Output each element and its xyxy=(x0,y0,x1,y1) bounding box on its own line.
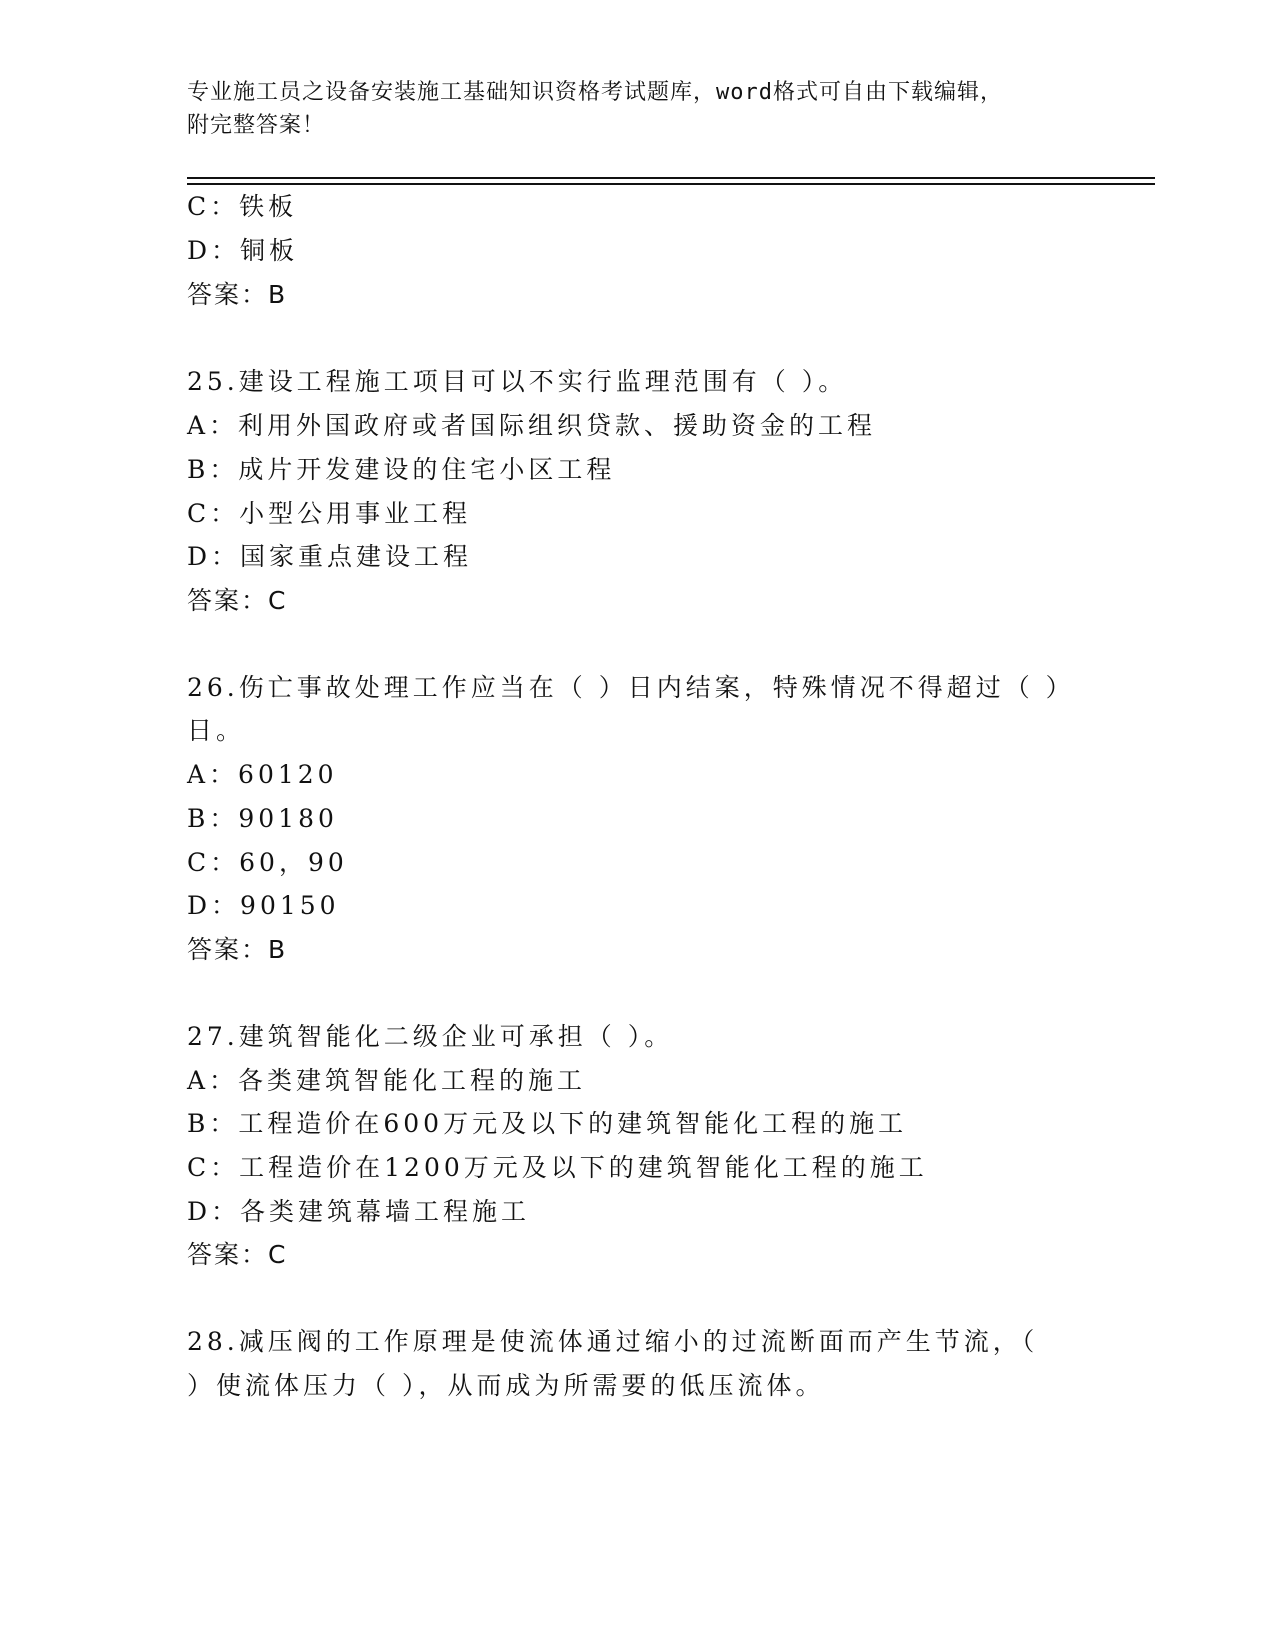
prev-answer: 答案：B xyxy=(187,280,288,309)
q25-option-c: C：小型公用事业工程 xyxy=(187,499,472,528)
header-divider-bottom xyxy=(187,183,1155,185)
q25-answer: 答案：C xyxy=(187,586,288,615)
q25-stem: 25.建设工程施工项目可以不实行监理范围有（ ）。 xyxy=(187,367,848,396)
q26-stem-line-2: 日。 xyxy=(187,716,246,745)
q25-option-b: B：成片开发建设的住宅小区工程 xyxy=(187,455,616,484)
q27-option-d: D：各类建筑幕墙工程施工 xyxy=(187,1197,531,1226)
q27-option-b: B：工程造价在600万元及以下的建筑智能化工程的施工 xyxy=(187,1109,908,1138)
q26-answer: 答案：B xyxy=(187,935,288,964)
q26-option-a: A：60120 xyxy=(187,760,338,789)
q26-stem-line-1: 26.伤亡事故处理工作应当在（ ）日内结案，特殊情况不得超过（ ） xyxy=(187,673,1075,702)
q28-stem-line-2: ）使流体压力（ ），从而成为所需要的低压流体。 xyxy=(187,1371,825,1400)
q26-option-c: C：60，90 xyxy=(187,848,348,877)
q26-option-d: D：90150 xyxy=(187,891,340,920)
q25-option-d: D：国家重点建设工程 xyxy=(187,542,473,571)
header-line-1: 专业施工员之设备安装施工基础知识资格考试题库，word格式可自由下载编辑， xyxy=(187,80,1003,105)
q27-answer: 答案：C xyxy=(187,1240,288,1269)
prev-option-c: C：铁板 xyxy=(187,192,298,221)
q27-option-c: C：工程造价在1200万元及以下的建筑智能化工程的施工 xyxy=(187,1153,928,1182)
q27-stem: 27.建筑智能化二级企业可承担（ ）。 xyxy=(187,1022,674,1051)
q27-option-a: A：各类建筑智能化工程的施工 xyxy=(187,1066,587,1095)
q25-option-a: A：利用外国政府或者国际组织贷款、援助资金的工程 xyxy=(187,411,877,440)
q26-option-b: B：90180 xyxy=(187,804,338,833)
header-divider-top xyxy=(187,177,1155,179)
q28-stem-line-1: 28.减压阀的工作原理是使流体通过缩小的过流断面而产生节流，（ xyxy=(187,1327,1039,1356)
document-header xyxy=(187,76,1067,142)
header-line-2: 附完整答案！ xyxy=(187,113,326,138)
prev-option-d: D：铜板 xyxy=(187,236,299,265)
